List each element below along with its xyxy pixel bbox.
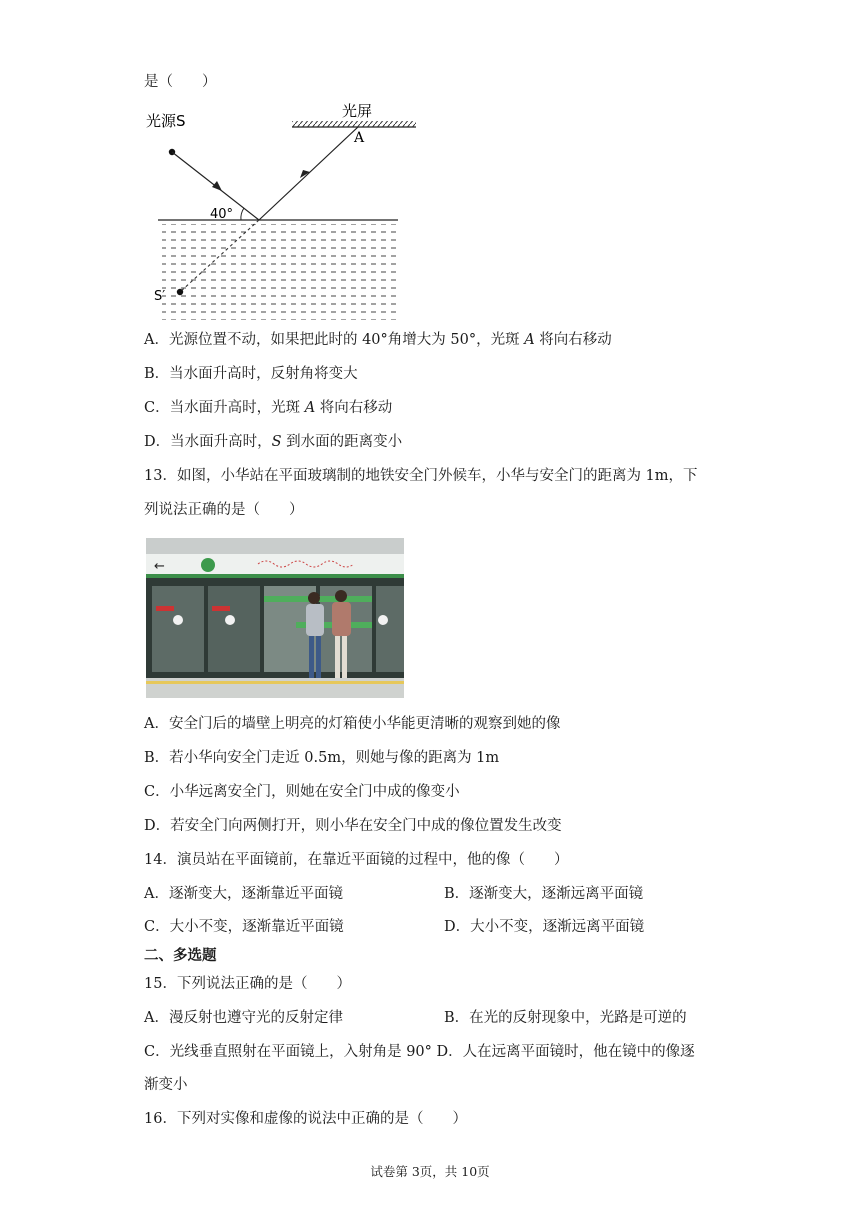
q12-stem-tail: 是（ ）	[144, 74, 217, 90]
section-title: 二、多选题	[144, 948, 217, 964]
sign-band	[146, 554, 404, 576]
q14-option-a: A．逐渐变大，逐渐靠近平面镜	[144, 886, 343, 902]
page-footer: 试卷第 3页，共 10页	[370, 1164, 490, 1179]
point-a-label: A	[354, 130, 365, 146]
q13-option-d: D．若安全门向两侧打开，则小华在安全门中成的像位置发生改变	[144, 818, 562, 834]
q14-option-c: C．大小不变，逐渐靠近平面镜	[144, 919, 344, 935]
q13-stem-line2: 列说法正确的是（ ）	[144, 502, 304, 518]
q14-option-d: D．大小不变，逐渐远离平面镜	[444, 919, 645, 935]
reflection-diagram	[140, 100, 420, 322]
reflected-ray	[259, 127, 358, 220]
q12-option-d: D．当水面升高时，S 到水面的距离变小	[144, 434, 403, 450]
angle-label: 40°	[210, 207, 234, 222]
source-label: 光源S	[146, 112, 186, 130]
subway-platform-photo	[146, 538, 404, 698]
image-label: S′	[154, 289, 166, 304]
q15-option-cd-line1: C．光线垂直照射在平面镜上，入射角是 90° D．人在远离平面镜时，他在镜中的像逐	[144, 1044, 695, 1060]
q12-option-c: C．当水面升高时，光斑 A 将向右移动	[144, 400, 393, 416]
q13-option-b: B．若小华向安全门走近 0.5m，则她与像的距离为 1m	[144, 750, 500, 766]
angle-arc	[241, 208, 244, 220]
q14-stem: 14．演员站在平面镜前，在靠近平面镜的过程中，他的像（ ）	[144, 852, 569, 868]
q15-stem: 15．下列说法正确的是（ ）	[144, 976, 351, 992]
q15-option-d-line2: 渐变小	[144, 1077, 188, 1093]
q13-option-c: C．小华远离安全门，则她在安全门中成的像变小	[144, 784, 460, 800]
q12-option-a: A．光源位置不动，如果把此时的 40°角增大为 50°，光斑 A 将向右移动	[144, 332, 612, 348]
screen-label: 光屏	[342, 102, 373, 120]
q12-option-b: B．当水面升高时，反射角将变大	[144, 366, 358, 382]
screen-hatching	[292, 121, 416, 127]
q15-option-b: B．在光的反射现象中，光路是可逆的	[444, 1010, 687, 1026]
svg-text:←: ←	[154, 559, 165, 574]
q13-option-a: A．安全门后的墙壁上明亮的灯箱使小华能更清晰的观察到她的像	[144, 716, 561, 732]
q14-option-b: B．逐渐变大，逐渐远离平面镜	[444, 886, 644, 902]
incident-arrow	[212, 181, 222, 191]
water-body	[162, 224, 398, 320]
q16-stem: 16．下列对实像和虚像的说法中正确的是（ ）	[144, 1111, 467, 1127]
image-point	[177, 289, 183, 295]
q13-stem-line1: 13．如图，小华站在平面玻璃制的地铁安全门外候车，小华与安全门的距离为 1m，下	[144, 468, 698, 484]
q15-option-a: A．漫反射也遵守光的反射定律	[144, 1010, 343, 1026]
